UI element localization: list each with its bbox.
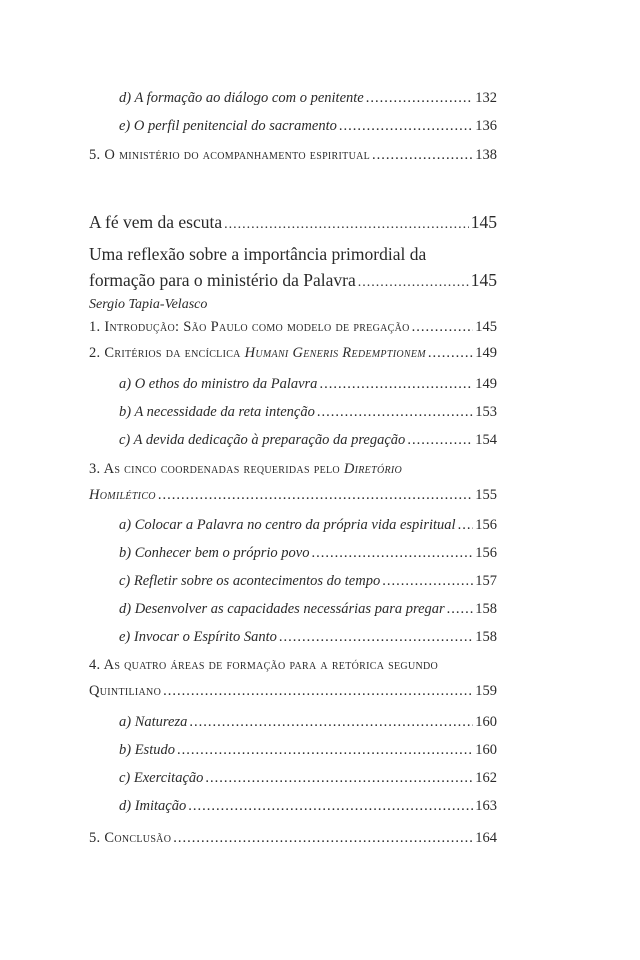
toc-entry-label-italic: Homilético <box>89 487 156 503</box>
toc-entry-label <box>89 344 426 362</box>
leader-dots <box>447 600 474 618</box>
toc-entry[interactable] <box>119 741 497 759</box>
toc-entry-line1 <box>89 461 402 478</box>
toc-entry[interactable] <box>119 89 497 107</box>
toc-entry-page: 145 <box>475 319 497 335</box>
toc-entry-label-italic: Humani Generis Redemptionem <box>244 345 426 361</box>
toc-entry[interactable] <box>119 431 497 449</box>
toc-entry[interactable] <box>89 318 497 336</box>
leader-dots <box>205 769 473 787</box>
leader-dots <box>158 486 473 504</box>
toc-entry-label: b) Conhecer bem o próprio povo <box>119 545 310 561</box>
toc-entry-page: 158 <box>475 601 497 617</box>
toc-entry-page: 156 <box>475 517 497 533</box>
toc-entry-label: 5. O ministério do acompanhamento espiritual <box>89 147 371 163</box>
toc-entry-label-italic: Diretório <box>343 461 403 477</box>
toc-entry-label: c) A devida dedicação à preparação da pregação <box>119 432 406 448</box>
toc-entry-page: 138 <box>475 147 497 163</box>
section-title-entry[interactable] <box>89 210 497 237</box>
author-name: Sergio Tapia-Velasco <box>89 297 208 312</box>
toc-entry[interactable] <box>119 600 497 618</box>
toc-entry-page: 149 <box>475 345 497 361</box>
toc-entry-label: d) A formação ao diálogo com o penitente <box>119 90 364 106</box>
toc-entry-label: Quintiliano <box>89 683 162 699</box>
leader-dots <box>163 682 473 700</box>
leader-dots <box>173 829 473 847</box>
toc-entry-page: 159 <box>475 683 497 699</box>
toc-entry-label: c) Refletir sobre os acontecimentos do tempo <box>119 573 381 589</box>
leader-dots <box>372 146 473 164</box>
section-title: A fé vem da escuta <box>89 212 223 232</box>
toc-entry[interactable] <box>119 713 497 731</box>
toc-entry-label: a) Natureza <box>119 714 188 730</box>
article-title-line2: formação para o ministério da Palavra <box>89 270 356 290</box>
leader-dots <box>189 713 473 731</box>
leader-dots <box>366 89 474 107</box>
leader-dots <box>358 271 469 295</box>
toc-entry-page: 153 <box>475 404 497 420</box>
toc-entry-page: 162 <box>475 770 497 786</box>
toc-entry-page: 157 <box>475 573 497 589</box>
toc-entry-label: d) Imitação <box>119 798 187 814</box>
toc-entry-label: a) O ethos do ministro da Palavra <box>119 376 318 392</box>
article-title-page: 145 <box>470 270 497 290</box>
toc-entry[interactable] <box>89 682 497 700</box>
toc-entry[interactable] <box>119 628 497 646</box>
toc-entry-page: 155 <box>475 487 497 503</box>
toc-entry-page: 163 <box>475 798 497 814</box>
leader-dots <box>177 741 473 759</box>
leader-dots <box>317 403 473 421</box>
toc-entry-label: c) Exercitação <box>119 770 204 786</box>
article-title-line1: Uma reflexão sobre a importância primordial da <box>89 244 427 264</box>
toc-entry[interactable] <box>119 572 497 590</box>
toc-entry-label: b) Estudo <box>119 742 175 758</box>
toc-entry-label <box>89 486 156 504</box>
toc-entry[interactable] <box>119 375 497 393</box>
toc-entry-page: 149 <box>475 376 497 392</box>
toc-entry-label-prefix: 3. As cinco coordenadas requeridas pelo <box>89 461 344 477</box>
toc-entry-label-prefix: 2. Critérios da encíclica <box>89 345 245 361</box>
toc-entry[interactable] <box>89 486 497 504</box>
leader-dots <box>428 344 473 362</box>
toc-entry[interactable] <box>119 516 497 534</box>
leader-dots <box>458 516 474 534</box>
toc-entry-page: 160 <box>475 714 497 730</box>
toc-entry-page: 132 <box>475 90 497 106</box>
toc-entry[interactable] <box>119 769 497 787</box>
toc-entry-label: b) A necessidade da reta intenção <box>119 404 315 420</box>
toc-entry-page: 156 <box>475 545 497 561</box>
leader-dots <box>319 375 473 393</box>
toc-entry-label: e) Invocar o Espírito Santo <box>119 629 277 645</box>
toc-entry-page: 136 <box>475 118 497 134</box>
toc-entry-label: 5. Conclusão <box>89 830 172 846</box>
toc-entry-page: 158 <box>475 629 497 645</box>
toc-entry[interactable] <box>89 344 497 362</box>
toc-entry[interactable] <box>89 829 497 847</box>
toc-entry-page: 154 <box>475 432 497 448</box>
article-title-entry[interactable] <box>89 268 497 295</box>
toc-entry[interactable] <box>119 403 497 421</box>
toc-entry[interactable] <box>119 117 497 135</box>
toc-entry-label: e) O perfil penitencial do sacramento <box>119 118 337 134</box>
leader-dots <box>311 544 473 562</box>
section-title-page: 145 <box>470 212 497 232</box>
leader-dots <box>224 213 469 237</box>
toc-entry-label: d) Desenvolver as capacidades necessárias para pregar <box>119 601 445 617</box>
leader-dots <box>382 572 473 590</box>
toc-entry[interactable] <box>89 146 497 164</box>
leader-dots <box>279 628 473 646</box>
toc-entry-label: a) Colocar a Palavra no centro da própria vida espiritual <box>119 517 456 533</box>
leader-dots <box>412 318 474 336</box>
leader-dots <box>407 431 473 449</box>
toc-entry-line1: 4. As quatro áreas de formação para a retórica segundo <box>89 657 439 673</box>
leader-dots <box>339 117 473 135</box>
toc-entry-page: 160 <box>475 742 497 758</box>
toc-entry-page: 164 <box>475 830 497 846</box>
toc-entry[interactable] <box>119 797 497 815</box>
toc-entry[interactable] <box>119 544 497 562</box>
toc-entry-label: 1. Introdução: São Paulo como modelo de pregação <box>89 319 410 335</box>
leader-dots <box>188 797 473 815</box>
